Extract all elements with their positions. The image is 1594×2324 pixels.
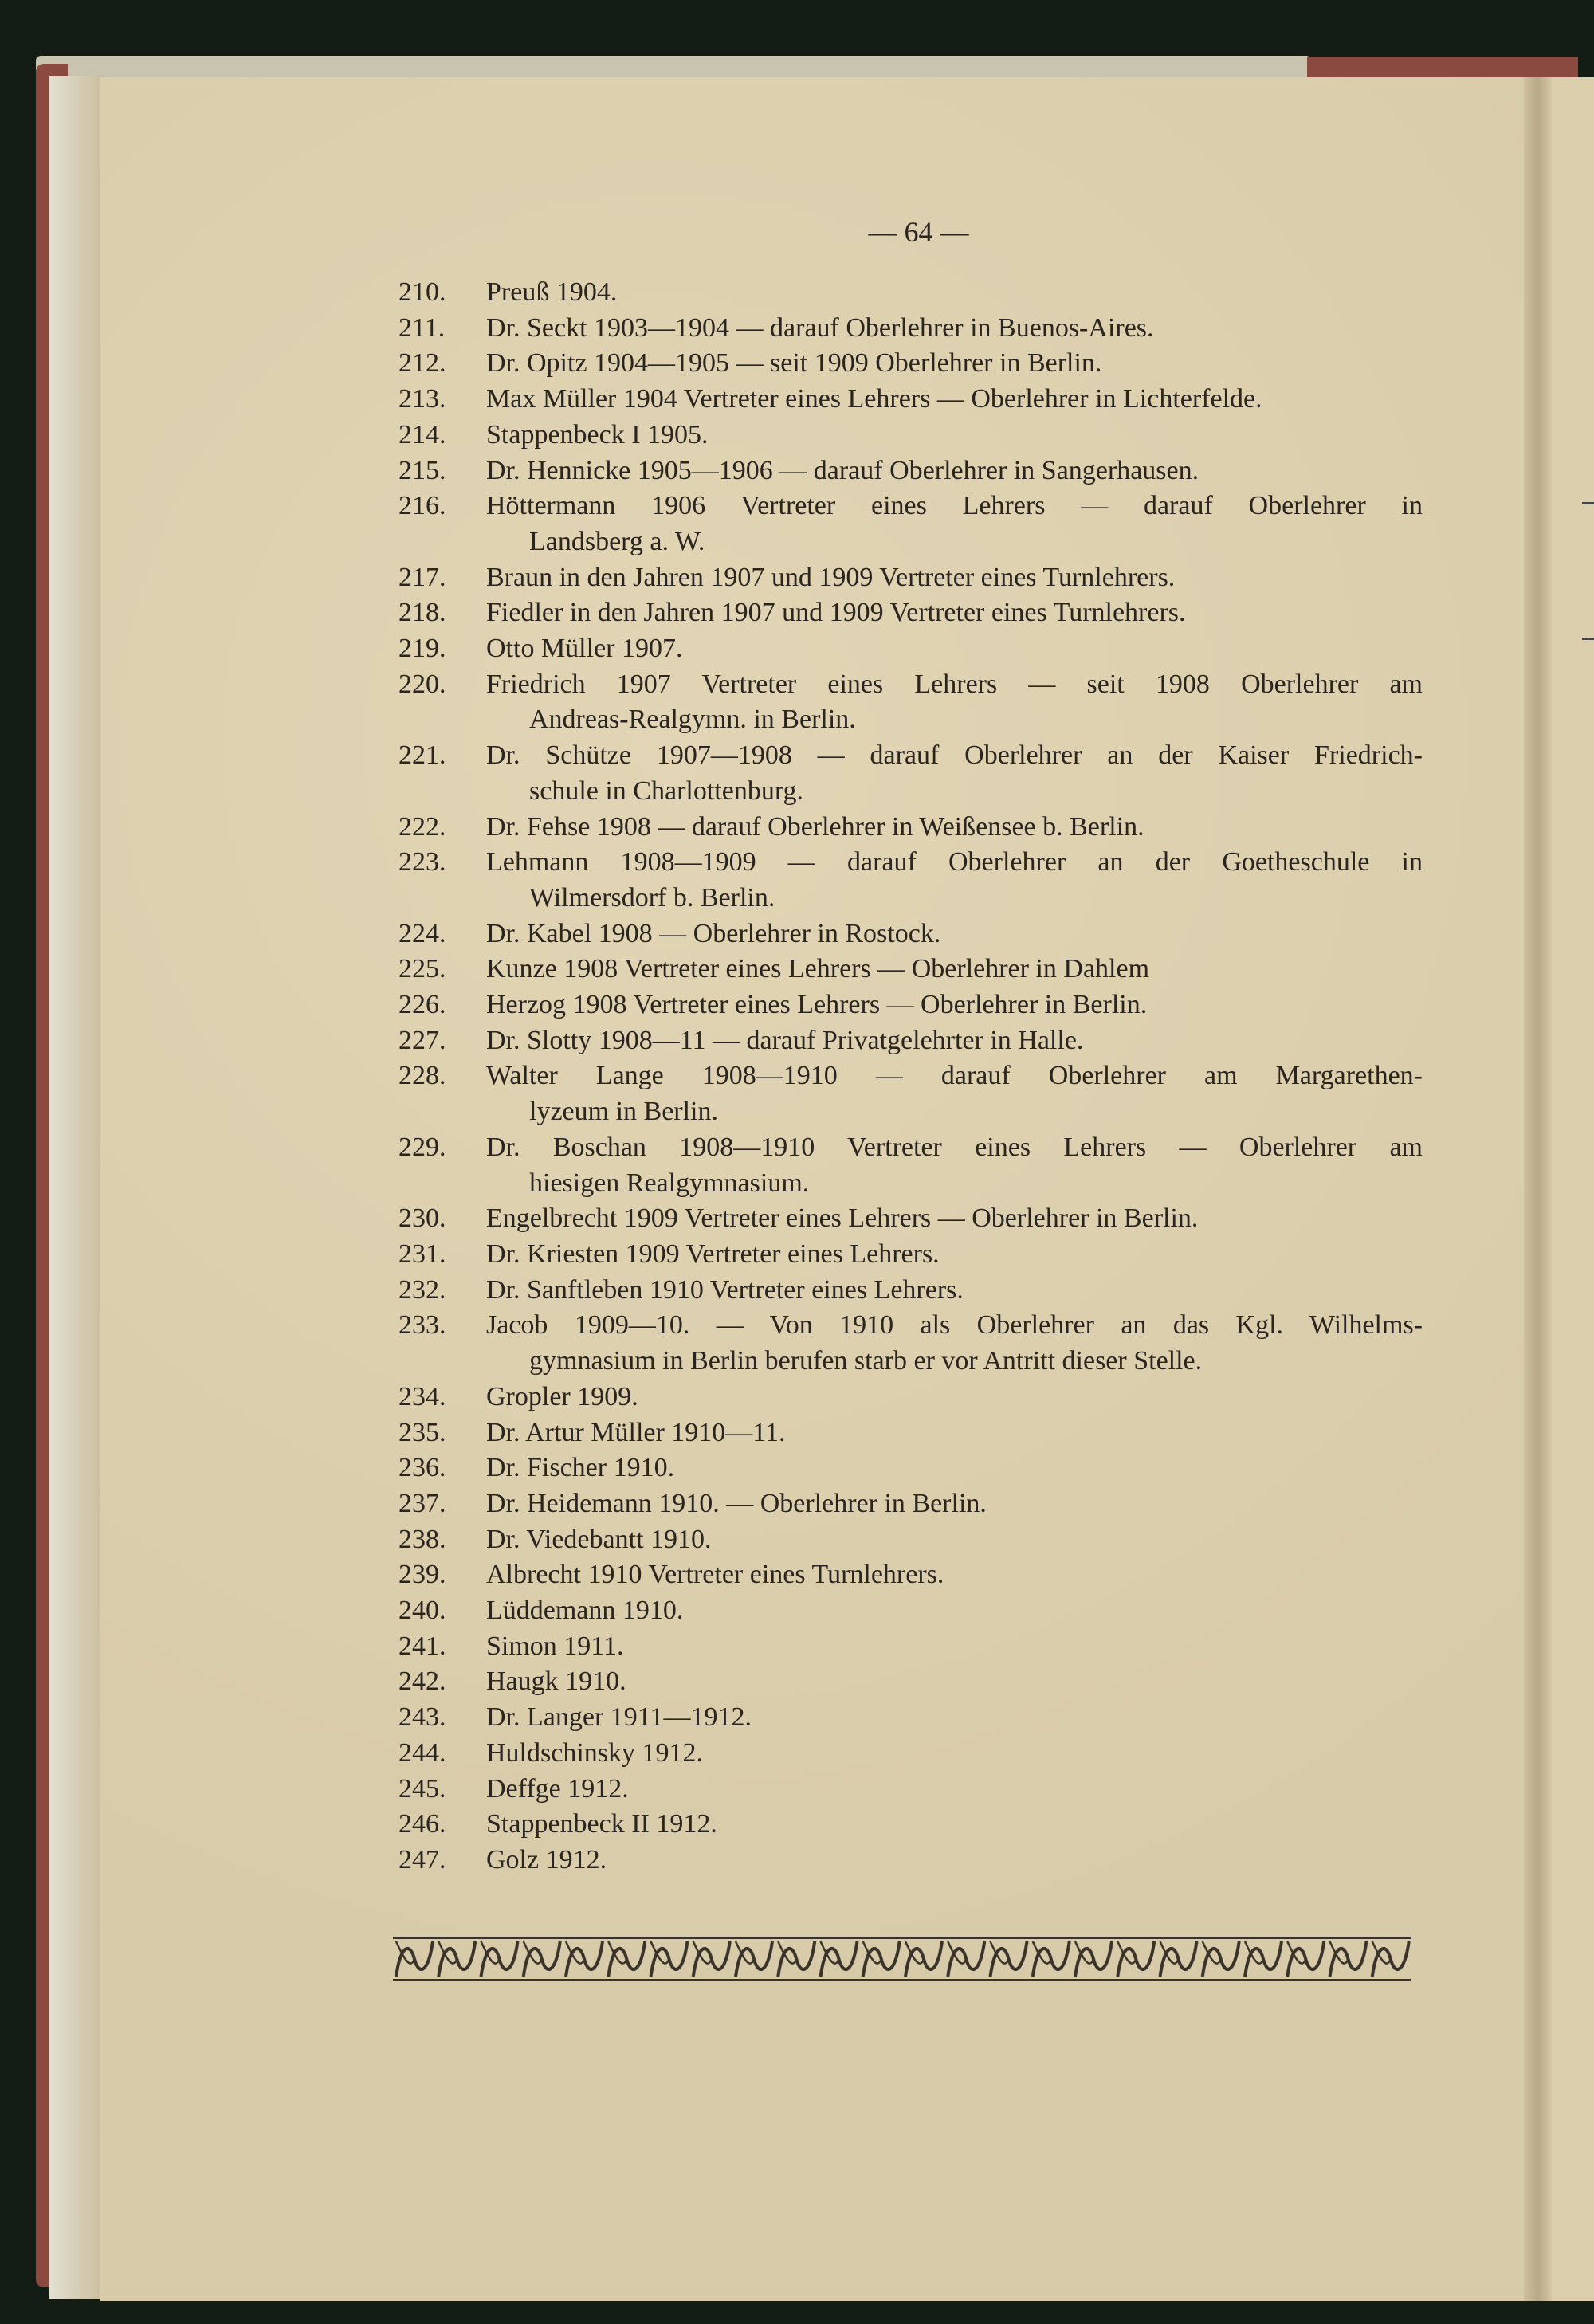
entry-text: Herzog 1908 Vertreter eines Lehrers — Oberlehrer in Berlin. xyxy=(486,990,1148,1020)
list-item xyxy=(398,1273,1423,1309)
entry-number: 247. xyxy=(398,1844,446,1875)
entry-text: Otto Müller 1907. xyxy=(486,634,683,664)
list-item xyxy=(398,346,1423,382)
list-item xyxy=(398,1451,1423,1486)
entry-number: 229. xyxy=(398,1132,446,1162)
entry-number: 241. xyxy=(398,1631,446,1661)
entry-number: 239. xyxy=(398,1560,446,1590)
list-item xyxy=(398,738,1423,809)
entry-number: 245. xyxy=(398,1773,446,1804)
entry-text: Dr. Fischer 1910. xyxy=(486,1453,675,1483)
entry-number: 230. xyxy=(398,1203,446,1234)
entry-number: 224. xyxy=(398,918,446,948)
entry-text: Dr. Schütze 1907—1908 — darauf Oberlehrer an der Kaiser Friedrich- xyxy=(486,740,1423,771)
entry-text: Haugk 1910. xyxy=(486,1666,626,1697)
list-item xyxy=(398,1843,1423,1878)
entry-text: Braun in den Jahren 1907 und 1909 Vertreter eines Turnlehrers. xyxy=(486,562,1176,592)
list-item xyxy=(398,1237,1423,1273)
entry-text-continuation: schule in Charlottenburg. xyxy=(529,775,804,806)
list-item xyxy=(398,1772,1423,1808)
entry-number: 212. xyxy=(398,348,446,379)
entry-number: 217. xyxy=(398,562,446,592)
next-page-mark xyxy=(1582,638,1594,640)
entry-number: 218. xyxy=(398,598,446,628)
list-item xyxy=(398,1308,1423,1379)
entry-number: 231. xyxy=(398,1239,446,1269)
entry-number: 244. xyxy=(398,1737,446,1768)
entry-text: Golz 1912. xyxy=(486,1844,607,1875)
list-item xyxy=(398,1593,1423,1629)
entry-number: 236. xyxy=(398,1453,446,1483)
list-item xyxy=(398,453,1423,489)
entry-text: Jacob 1909—10. — Von 1910 als Oberlehrer an das Kgl. Wilhelms- xyxy=(486,1310,1423,1341)
entry-number: 222. xyxy=(398,811,446,842)
entry-text: Dr. Boschan 1908—1910 Vertreter eines Lehrers — Oberlehrer am xyxy=(486,1132,1423,1162)
list-item xyxy=(398,1557,1423,1593)
decorative-border-ornament xyxy=(393,1935,1411,1983)
entry-text: Dr. Kriesten 1909 Vertreter eines Lehrers. xyxy=(486,1239,940,1269)
entry-text: Walter Lange 1908—1910 — darauf Oberlehrer am Margarethen- xyxy=(486,1061,1423,1091)
entry-text: Dr. Opitz 1904—1905 — seit 1909 Oberlehrer in Berlin. xyxy=(486,348,1102,379)
list-item xyxy=(398,952,1423,987)
entry-number: 216. xyxy=(398,491,446,521)
book-page-edge-top xyxy=(36,56,1311,80)
list-item xyxy=(398,667,1423,738)
entry-text: Dr. Kabel 1908 — Oberlehrer in Rostock. xyxy=(486,918,941,948)
list-item xyxy=(398,1522,1423,1558)
entry-number: 221. xyxy=(398,740,446,771)
entry-number: 219. xyxy=(398,634,446,664)
entry-text: Huldschinsky 1912. xyxy=(486,1737,703,1768)
entry-text: Albrecht 1910 Vertreter eines Turnlehrers. xyxy=(486,1560,944,1590)
entry-number: 226. xyxy=(398,990,446,1020)
entry-number: 237. xyxy=(398,1488,446,1518)
entry-text: Engelbrecht 1909 Vertreter eines Lehrers — Oberlehrer in Berlin. xyxy=(486,1203,1199,1234)
entry-number: 220. xyxy=(398,669,446,699)
entry-text-continuation: Landsberg a. W. xyxy=(529,526,705,556)
list-item xyxy=(398,1629,1423,1665)
entry-text: Stappenbeck I 1905. xyxy=(486,419,709,449)
next-page-mark xyxy=(1582,502,1594,504)
entry-text: Höttermann 1906 Vertreter eines Lehrers — darauf Oberlehrer in xyxy=(486,491,1423,521)
entry-number: 234. xyxy=(398,1381,446,1411)
entry-text-continuation: Andreas-Realgymn. in Berlin. xyxy=(529,705,856,735)
list-item xyxy=(398,1807,1423,1843)
entry-number: 243. xyxy=(398,1702,446,1733)
list-item xyxy=(398,311,1423,347)
list-item xyxy=(398,382,1423,418)
entry-text: Kunze 1908 Vertreter eines Lehrers — Oberlehrer in Dahlem xyxy=(486,954,1150,984)
entry-text: Stappenbeck II 1912. xyxy=(486,1809,717,1839)
list-item xyxy=(398,1736,1423,1772)
list-item xyxy=(398,631,1423,667)
list-item xyxy=(398,810,1423,846)
entry-text-continuation: lyzeum in Berlin. xyxy=(529,1097,719,1127)
entry-text: Dr. Langer 1911—1912. xyxy=(486,1702,752,1733)
entry-number: 233. xyxy=(398,1310,446,1341)
entry-text: Dr. Fehse 1908 — darauf Oberlehrer in Weißensee b. Berlin. xyxy=(486,811,1144,842)
list-item xyxy=(398,987,1423,1023)
entry-number: 238. xyxy=(398,1524,446,1554)
entry-number: 228. xyxy=(398,1061,446,1091)
entry-text: Dr. Sanftleben 1910 Vertreter eines Lehrers. xyxy=(486,1274,964,1305)
next-page-edge xyxy=(1552,77,1594,2301)
entry-number: 215. xyxy=(398,455,446,485)
list-item xyxy=(398,845,1423,916)
entry-number: 227. xyxy=(398,1025,446,1055)
list-item xyxy=(398,275,1423,311)
entry-number: 214. xyxy=(398,419,446,449)
entry-text: Dr. Artur Müller 1910—11. xyxy=(486,1417,786,1447)
entry-number: 211. xyxy=(398,312,446,343)
list-item xyxy=(398,1023,1423,1059)
list-item xyxy=(398,1130,1423,1201)
entry-text-continuation: gymnasium in Berlin berufen starb er vor Antritt dieser Stelle. xyxy=(529,1346,1203,1376)
entry-text: Dr. Hennicke 1905—1906 — darauf Oberlehrer in Sangerhausen. xyxy=(486,455,1199,485)
list-item xyxy=(398,489,1423,559)
list-item xyxy=(398,418,1423,453)
list-item xyxy=(398,595,1423,631)
list-item xyxy=(398,1664,1423,1700)
book-binding-top xyxy=(1307,57,1578,80)
entry-number: 225. xyxy=(398,954,446,984)
page-number: — 64 — xyxy=(868,216,969,248)
entry-text: Dr. Viedebantt 1910. xyxy=(486,1524,712,1554)
entry-number: 213. xyxy=(398,384,446,414)
list-item xyxy=(398,917,1423,952)
entry-text-continuation: hiesigen Realgymnasium. xyxy=(529,1168,810,1198)
entry-text: Max Müller 1904 Vertreter eines Lehrers — Oberlehrer in Lichterfelde. xyxy=(486,384,1262,414)
entry-number: 242. xyxy=(398,1666,446,1697)
list-item xyxy=(398,1380,1423,1415)
entry-text: Dr. Seckt 1903—1904 — darauf Oberlehrer in Buenos-Aires. xyxy=(486,312,1154,343)
list-item xyxy=(398,1486,1423,1522)
entry-text: Deffge 1912. xyxy=(486,1773,629,1804)
entry-number: 223. xyxy=(398,847,446,877)
entry-number: 240. xyxy=(398,1596,446,1626)
entry-list xyxy=(398,275,1423,1878)
entry-text: Lüddemann 1910. xyxy=(486,1596,684,1626)
entry-text: Dr. Heidemann 1910. — Oberlehrer in Berlin. xyxy=(486,1488,987,1518)
entry-text-continuation: Wilmersdorf b. Berlin. xyxy=(529,882,775,913)
entry-text: Dr. Slotty 1908—11 — darauf Privatgelehrter in Halle. xyxy=(486,1025,1084,1055)
list-item xyxy=(398,1058,1423,1129)
entry-number: 210. xyxy=(398,277,446,307)
list-item xyxy=(398,1201,1423,1237)
list-item xyxy=(398,560,1423,596)
entry-text: Preuß 1904. xyxy=(486,277,618,307)
entry-text: Friedrich 1907 Vertreter eines Lehrers — seit 1908 Oberlehrer am xyxy=(486,669,1423,699)
entry-text: Simon 1911. xyxy=(486,1631,624,1661)
entry-text: Lehmann 1908—1909 — darauf Oberlehrer an der Goetheschule in xyxy=(486,847,1423,877)
page-edges xyxy=(49,76,105,2299)
entry-text: Gropler 1909. xyxy=(486,1381,638,1411)
list-item xyxy=(398,1700,1423,1736)
book-gutter xyxy=(1524,77,1552,2301)
list-item xyxy=(398,1415,1423,1451)
entry-number: 232. xyxy=(398,1274,446,1305)
entry-number: 235. xyxy=(398,1417,446,1447)
entry-number: 246. xyxy=(398,1809,446,1839)
entry-text: Fiedler in den Jahren 1907 und 1909 Vertreter eines Turnlehrers. xyxy=(486,598,1186,628)
